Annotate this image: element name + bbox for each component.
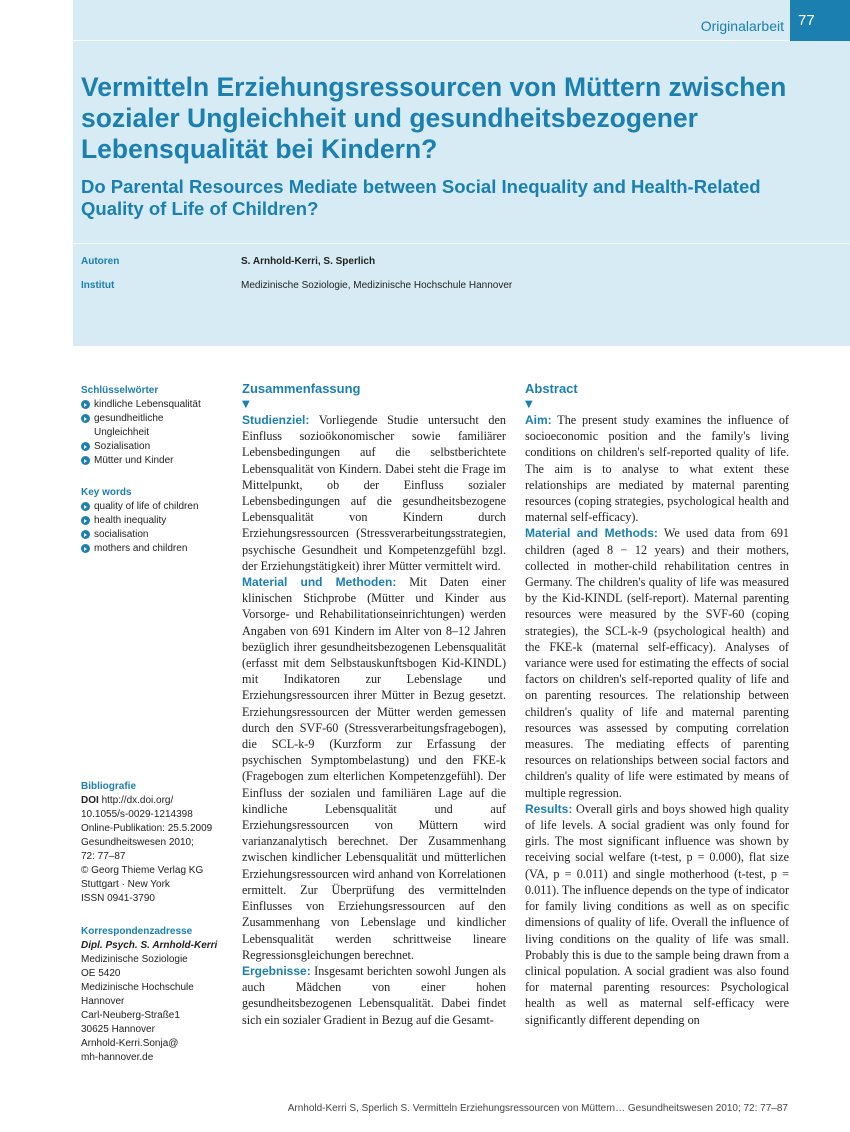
header-band	[73, 0, 850, 346]
correspondence-block	[81, 925, 231, 1065]
address-line: Hannover	[81, 996, 125, 1007]
abstract-de-heading: Zusammenfassung	[242, 381, 361, 396]
keyword-item: quality of life of children	[81, 500, 231, 514]
institute-label: Institut	[81, 280, 115, 291]
issn: ISSN 0941-3790	[81, 893, 155, 904]
page-number: 77	[790, 0, 850, 41]
abstract-german	[242, 380, 506, 1028]
aim-label: Aim:	[525, 413, 552, 427]
triangle-down-icon: ▼	[525, 399, 533, 410]
bullet-arrow-icon	[81, 442, 90, 451]
methods-text: Mit Daten einer klinischen Stichprobe (Mütter und Kinder aus Vorsorge- und Rehabilitationseinrichtungen) werden Angaben von 691 Kindern im Alter von 8–12 Jahren bezüglich ihrer gesundheitsbezogenen Lebensqualität (erfasst mit dem Selbstauskunftsbogen Kid-KINDL) mit Indikatoren zur Lebenslage und Erziehungsressourcen ihrer Mütter in Bezug gesetzt. Erziehungsressourcen der Mütter werden gemessen durch den SVF-60 (Stressverarbeitungsfragebogen), die SCL-k-9 (Kurzform zur Erfassung der psychischen Symptombelastung) und den FKE-k (Fragebogen zum elterlichen Kompetenzgefühl). Der Einfluss der sozialen und familiären Lage auf die kindliche Lebensqualität und auf Erziehungsressourcen von Müttern wird varianzanalytisch berechnet. Der Zusammenhang zwischen kindlicher Lebensqualität und mütterlichen Erziehungsressourcen wird anhand von Korrelationen ermittelt. Zur Überprüfung des vermittelnden Einflusses von Erziehungsressourcen auf den Zusammenhang von Lebenslage und kindlicher Lebensqualität werden schrittweise lineare Regressionsgleichungen berechnet.	[242, 575, 506, 962]
keywords-de-block	[81, 384, 231, 468]
keyword-item: mothers and children	[81, 542, 231, 556]
doi-link[interactable]: http://dx.doi.org/	[101, 795, 174, 806]
bullet-arrow-icon	[81, 530, 90, 539]
address-line: Medizinische Hochschule	[81, 982, 194, 993]
abstract-english	[525, 380, 789, 1028]
publisher: © Georg Thieme Verlag KG	[81, 865, 204, 876]
doi-label: DOI	[81, 795, 99, 806]
header-top-bar	[73, 0, 850, 41]
aim-text: The present study examines the influence of socioeconomic position and the family's living conditions on children's self-reported quality of life. The aim is to analyse to what extent these relationships are mediated by maternal parenting resources (coping strategies, psychological health and maternal self-efficacy).	[525, 413, 789, 525]
bullet-arrow-icon	[81, 400, 90, 409]
bullet-arrow-icon	[81, 544, 90, 553]
keyword-item: kindliche Lebensqualität	[81, 398, 231, 412]
methods-text: We used data from 691 children (aged 8 − 12 years) and their mothers, collected in mother-child rehabilitation centres in Germany. The children's quality of life was measured by the Kid-KINDL (self-report). Maternal parenting resources were measured by the SVF-60 (coping strategies), the SCL-k-9 (psychological health) and the FKE-k (maternal self-efficacy). Analyses of variance were used for estimating the effects of social factors on children's self-reported quality of life and on parenting resources. The relationship between children's quality of life and maternal parenting resources was assessed by computing correlation measures. The mediating effects of parenting resources on relationships between social factors and children's quality of life were estimated by means of multiple regression.	[525, 526, 790, 800]
triangle-down-icon: ▼	[242, 399, 250, 410]
bibliography-heading: Bibliografie	[81, 781, 137, 792]
keyword-item: health inequality	[81, 514, 231, 528]
keywords-en-block	[81, 486, 231, 556]
abstract-en-heading: Abstract	[525, 381, 578, 396]
keyword-item: Mütter und Kinder	[81, 454, 231, 468]
email-line[interactable]: Arnhold-Kerri.Sonja@	[81, 1038, 179, 1049]
results-text: Overall girls and boys showed high quality of life levels. A social gradient was only found for girls. The most significant influence was shown by receiving social welfare (t-test, p = 0.000), flat size (VA, p = 0.011) and single motherhood (t-test, p = 0.011). The influence depends on the type of indicator for family living conditions as well as on specific dimensions of quality of life. Overall the influence of living conditions on the quality of life was small. Probably this is due to the sample being drawn from a clinical population. A social gradient was also found for maternal parenting resources: Psychological health as well as maternal self-efficacy were significantly different depending on	[525, 801, 790, 1027]
bullet-arrow-icon	[81, 516, 90, 525]
institute: Medizinische Soziologie, Medizinische Hochschule Hannover	[241, 280, 513, 291]
email-line[interactable]: mh-hannover.de	[81, 1052, 154, 1063]
meta-divider	[73, 243, 850, 244]
address-line: OE 5420	[81, 968, 121, 979]
online-publication: Online-Publikation: 25.5.2009	[81, 823, 213, 834]
correspondence-name: Dipl. Psych. S. Arnhold-Kerri	[81, 940, 218, 951]
title-english: Do Parental Resources Mediate between Social Inequality and Health-Related Quality of Life of Children?	[81, 176, 761, 219]
volume: 72: 77–87	[81, 851, 126, 862]
bullet-arrow-icon	[81, 502, 90, 511]
aim-label: Studienziel:	[242, 413, 310, 427]
address-line: Carl-Neuberg-Straße1	[81, 1010, 180, 1021]
keyword-item: socialisation	[81, 528, 231, 542]
aim-text: Vorliegende Studie untersucht den Einfluss sozioökonomischer sowie familiärer Lebensbedingungen auf die selbstberichtete Lebensqualität von Kindern. Dabei steht die Frage im Mittelpunkt, ob der Einfluss sozialer Lebensbedingungen auf die gesundheitsbezogene Lebensqualität von Kindern durch Erziehungsressourcen (Stressverarbeitungsstrategien, psychische Gesundheit und Kompetenzgefühl bzgl. der Erziehungstätigkeit) ihrer Mütter vermittelt wird.	[242, 413, 506, 573]
correspondence-heading: Korrespondenzadresse	[81, 926, 193, 937]
bibliography-block	[81, 780, 231, 906]
page-footer: Arnhold-Kerri S, Sperlich S. Vermitteln Erziehungsressourcen von Müttern… Gesundheitswesen 2010; 72: 77–87	[287, 1103, 788, 1114]
results-text: Insgesamt berichten sowohl Jungen als auch Mädchen von einer hohen gesundheitsbezogenen Lebensqualität. Dabei findet sich ein sozialer Gradient in Bezug auf die Gesamt-	[242, 963, 506, 1027]
title-german: Vermitteln Erziehungsressourcen von Müttern zwischen sozialer Ungleichheit und gesundheitsbezogener Lebensqualität bei Kindern?	[81, 72, 787, 164]
results-label: Results:	[525, 801, 573, 816]
keywords-en-heading: Key words	[81, 487, 132, 498]
address-line: Medizinische Soziologie	[81, 954, 188, 965]
results-label: Ergebnisse:	[242, 963, 311, 978]
methods-label: Material and Methods:	[525, 526, 658, 541]
keywords-de-heading: Schlüsselwörter	[81, 385, 159, 396]
journal: Gesundheitswesen 2010;	[81, 837, 194, 848]
publisher-city: Stuttgart · New York	[81, 879, 170, 890]
doi-value[interactable]: 10.1055/s-0029-1214398	[81, 809, 193, 820]
keyword-item: Sozialisation	[81, 440, 231, 454]
address-line: 30625 Hannover	[81, 1024, 155, 1035]
bullet-arrow-icon	[81, 456, 90, 465]
keyword-item: gesundheitliche Ungleichheit	[81, 412, 231, 440]
bullet-arrow-icon	[81, 414, 90, 423]
authors-label: Autoren	[81, 256, 120, 267]
methods-label: Material und Methoden:	[242, 575, 397, 590]
section-tag: Originalarbeit	[700, 18, 784, 34]
authors: S. Arnhold-Kerri, S. Sperlich	[241, 256, 376, 267]
